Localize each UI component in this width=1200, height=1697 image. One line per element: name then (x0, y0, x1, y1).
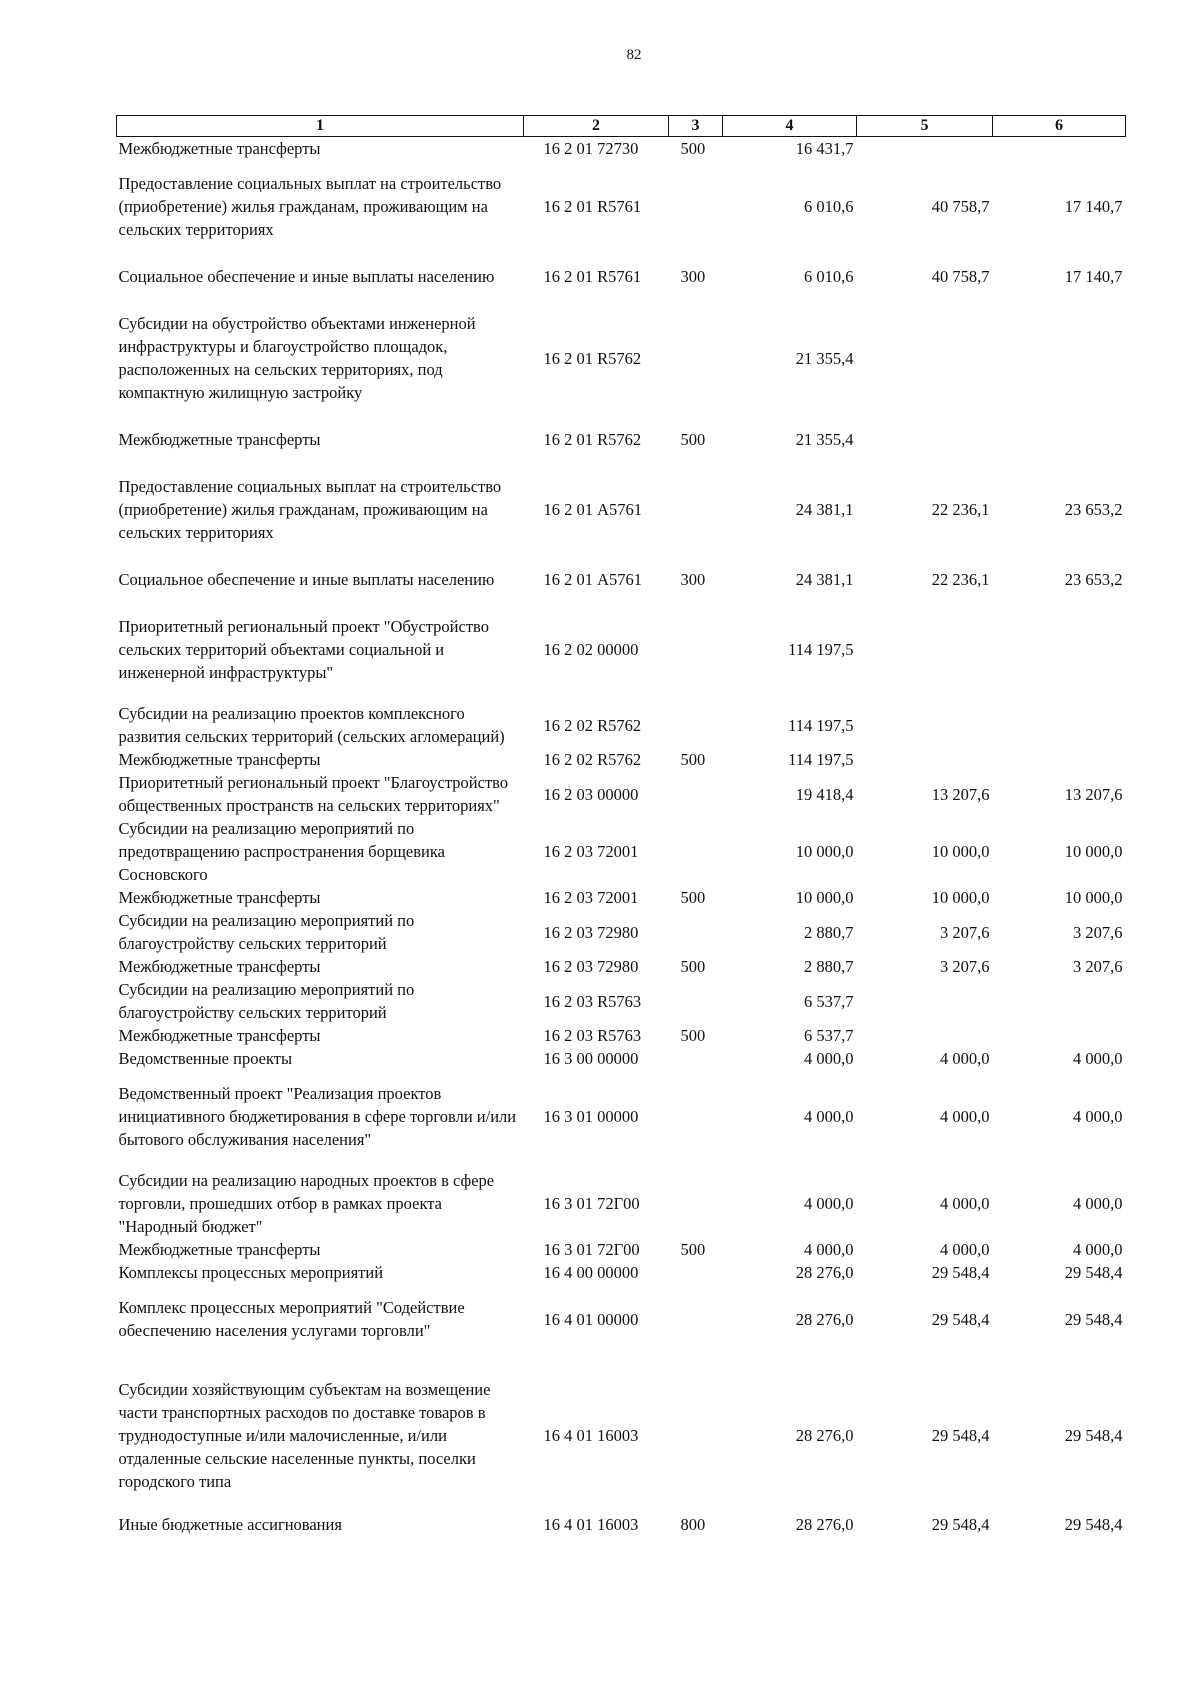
row-value-1: 114 197,5 (788, 715, 854, 735)
row-value-1: 6 010,6 (804, 267, 854, 286)
row-value-1: 28 276,0 (795, 1426, 854, 1445)
row-value-2: 4 000,0 (940, 1240, 990, 1259)
page-number: 82 (626, 47, 642, 63)
row-type: 800 (680, 1515, 706, 1534)
table-row (117, 253, 1126, 300)
row-code: 16 2 02 R5762 (543, 715, 642, 735)
row-name: Комплекс процессных мероприятий "Содействие обеспечению населения услугами торговли" (118, 1298, 465, 1340)
row-name: Предоставление социальных выплат на строительство (приобретение) жилья гражданам, проживающим на сельских территориях (118, 174, 502, 239)
row-value-1: 6 537,7 (804, 991, 854, 1011)
table-row (117, 463, 1126, 556)
row-value-3: 29 548,4 (1064, 1426, 1123, 1445)
row-value-3 (993, 748, 1126, 771)
row-code: 16 2 03 72001 (543, 842, 639, 861)
table-row (117, 978, 1126, 1024)
row-value-3: 17 140,7 (1064, 267, 1123, 286)
row-value-2: 29 548,4 (931, 1263, 990, 1282)
row-value-1: 6 010,6 (804, 197, 854, 216)
table-row (117, 909, 1126, 955)
row-value-1: 16 431,7 (795, 139, 854, 158)
column-header-2: 2 (524, 116, 669, 137)
row-code: 16 4 01 16003 (543, 1515, 639, 1534)
row-value-2: 40 758,7 (931, 267, 990, 286)
column-header-6: 6 (993, 116, 1126, 137)
row-value-3: 29 548,4 (1064, 1263, 1123, 1282)
row-code: 16 2 02 R5762 (543, 750, 642, 769)
row-value-3: 23 653,2 (1064, 570, 1123, 589)
row-value-1: 6 537,7 (804, 1026, 854, 1045)
row-type: 300 (680, 267, 706, 286)
row-code: 16 2 03 72980 (543, 957, 639, 976)
row-value-2: 40 758,7 (931, 197, 990, 216)
row-value-3: 4 000,0 (1073, 1049, 1123, 1068)
column-header-1: 1 (117, 116, 524, 137)
row-value-1: 2 880,7 (804, 957, 854, 976)
column-header-5: 5 (857, 116, 993, 137)
row-type: 300 (680, 570, 706, 589)
table-row (117, 1163, 1126, 1238)
row-type (669, 909, 723, 955)
row-value-3: 3 207,6 (1073, 957, 1123, 976)
row-type: 500 (680, 1026, 706, 1045)
row-code: 16 3 01 72Г00 (543, 1194, 640, 1213)
row-value-2: 4 000,0 (940, 1049, 990, 1068)
row-name: Субсидии хозяйствующим субъектам на возмещение части транспортных расходов по доставке товаров в труднодоступные и/или малочисленные, и/или отдаленные сельские населенные пункты, поселки городского типа (118, 1380, 491, 1491)
row-value-1: 21 355,4 (795, 430, 854, 449)
row-code: 16 2 03 00000 (543, 784, 639, 804)
row-name: Межбюджетные трансферты (118, 430, 321, 449)
row-value-1: 24 381,1 (795, 500, 854, 519)
row-value-2: 29 548,4 (931, 1309, 990, 1329)
row-value-1: 24 381,1 (795, 570, 854, 589)
row-value-2: 10 000,0 (931, 842, 990, 861)
row-code: 16 3 01 72Г00 (543, 1240, 640, 1259)
row-type (669, 817, 723, 886)
row-value-3 (993, 978, 1126, 1024)
row-name: Ведомственный проект "Реализация проектов инициативного бюджетирования в сфере торговли и/или бытового обслуживания населения" (118, 1084, 517, 1149)
row-type: 500 (680, 750, 706, 769)
row-value-1: 10 000,0 (795, 842, 854, 861)
table-row (117, 300, 1126, 416)
row-type (669, 1354, 723, 1501)
table-row (117, 160, 1126, 253)
table-row (117, 556, 1126, 603)
row-name: Приоритетный региональный проект "Благоустройство общественных пространств на сельских территориях" (118, 773, 509, 815)
row-type (669, 603, 723, 696)
row-value-2: 22 236,1 (931, 500, 990, 519)
row-value-1: 10 000,0 (795, 888, 854, 907)
table-body (117, 137, 1126, 1549)
row-value-3 (993, 1024, 1126, 1047)
table-row (117, 696, 1126, 748)
table-row (117, 603, 1126, 696)
row-value-3 (993, 416, 1126, 463)
row-name: Субсидии на обустройство объектами инженерной инфраструктуры и благоустройство площадок, расположенных на сельских территориях, под компактную жилищную застройку (118, 314, 476, 402)
row-name: Межбюджетные трансферты (118, 957, 321, 976)
row-value-2: 29 548,4 (931, 1426, 990, 1445)
row-name: Приоритетный региональный проект "Обустройство сельских территорий объектами социальной и инженерной инфраструктуры" (118, 617, 489, 682)
row-value-3: 29 548,4 (1064, 1515, 1123, 1534)
row-value-2 (857, 137, 993, 161)
table-row (117, 416, 1126, 463)
column-header-4: 4 (723, 116, 857, 137)
row-name: Межбюджетные трансферты (118, 750, 321, 769)
row-type: 500 (680, 888, 706, 907)
row-value-3: 4 000,0 (1073, 1107, 1123, 1126)
row-code: 16 2 03 72980 (543, 922, 639, 942)
row-type: 500 (680, 430, 706, 449)
row-value-2 (857, 416, 993, 463)
row-name: Субсидии на реализацию народных проектов в сфере торговли, прошедших отбор в рамках проекта "Народный бюджет" (118, 1171, 495, 1236)
budget-table (116, 115, 1126, 1548)
table-row (117, 1024, 1126, 1047)
row-value-1: 4 000,0 (804, 1240, 854, 1259)
row-code: 16 2 01 R5761 (543, 197, 642, 216)
row-value-3: 3 207,6 (1073, 922, 1123, 942)
column-header-3: 3 (669, 116, 723, 137)
row-name: Субсидии на реализацию мероприятий по благоустройству сельских территорий (118, 911, 415, 953)
row-value-3: 23 653,2 (1064, 500, 1123, 519)
row-value-3 (993, 300, 1126, 416)
row-value-2: 13 207,6 (931, 784, 990, 804)
row-name: Предоставление социальных выплат на строительство (приобретение) жилья гражданам, проживающим на сельских территориях (118, 477, 502, 542)
table-row (117, 1047, 1126, 1070)
row-type (669, 1284, 723, 1354)
row-value-3: 10 000,0 (1064, 888, 1123, 907)
row-value-1: 21 355,4 (795, 348, 854, 368)
row-type (669, 463, 723, 556)
row-code: 16 2 01 72730 (543, 139, 639, 158)
row-code: 16 2 03 R5763 (543, 1026, 642, 1045)
table-row (117, 1284, 1126, 1354)
row-value-1: 19 418,4 (795, 784, 854, 804)
row-value-3 (993, 603, 1126, 696)
header-row (117, 116, 1126, 137)
row-value-3 (993, 696, 1126, 748)
row-code: 16 4 00 00000 (543, 1263, 639, 1282)
row-value-1: 4 000,0 (804, 1194, 854, 1213)
row-type (669, 1047, 723, 1070)
row-name: Межбюджетные трансферты (118, 888, 321, 907)
row-name: Межбюджетные трансферты (118, 139, 321, 158)
row-value-3: 13 207,6 (1064, 784, 1123, 804)
row-name: Иные бюджетные ассигнования (118, 1515, 342, 1534)
row-value-3: 4 000,0 (1073, 1194, 1123, 1213)
row-type: 500 (680, 957, 706, 976)
table-row (117, 1501, 1126, 1548)
row-value-3 (993, 137, 1126, 161)
row-value-1: 28 276,0 (795, 1515, 854, 1534)
row-type: 500 (680, 1240, 706, 1259)
table-row (117, 1070, 1126, 1163)
row-value-2: 29 548,4 (931, 1515, 990, 1534)
row-value-1: 114 197,5 (788, 750, 854, 769)
row-value-3: 4 000,0 (1073, 1240, 1123, 1259)
row-code: 16 2 01 А5761 (543, 570, 643, 589)
row-name: Социальное обеспечение и иные выплаты населению (118, 570, 495, 589)
row-code: 16 3 00 00000 (543, 1049, 639, 1068)
row-value-2 (857, 978, 993, 1024)
table-row (117, 1238, 1126, 1261)
row-type (669, 696, 723, 748)
table-row (117, 137, 1126, 161)
row-type (669, 300, 723, 416)
row-name: Межбюджетные трансферты (118, 1240, 321, 1259)
row-type (669, 978, 723, 1024)
row-value-2: 4 000,0 (940, 1107, 990, 1126)
row-value-2 (857, 1024, 993, 1047)
row-type: 500 (680, 139, 706, 158)
row-value-2: 22 236,1 (931, 570, 990, 589)
row-name: Межбюджетные трансферты (118, 1026, 321, 1045)
row-value-3: 17 140,7 (1064, 197, 1123, 216)
row-value-1: 28 276,0 (795, 1263, 854, 1282)
row-code: 16 2 01 А5761 (543, 500, 643, 519)
row-value-2: 10 000,0 (931, 888, 990, 907)
row-value-2 (857, 748, 993, 771)
row-type (669, 1163, 723, 1238)
row-name: Субсидии на реализацию мероприятий по предотвращению распространения борщевика Сосновского (118, 819, 445, 884)
table-row (117, 955, 1126, 978)
row-value-1: 28 276,0 (795, 1309, 854, 1329)
row-code: 16 4 01 16003 (543, 1426, 639, 1445)
row-value-3: 29 548,4 (1064, 1309, 1123, 1329)
row-name: Ведомственные проекты (118, 1049, 293, 1068)
row-value-2 (857, 603, 993, 696)
row-code: 16 4 01 00000 (543, 1309, 639, 1329)
row-code: 16 2 01 R5762 (543, 430, 642, 449)
table-row (117, 1354, 1126, 1501)
row-type (669, 771, 723, 817)
table-row (117, 1261, 1126, 1284)
row-value-1: 4 000,0 (804, 1107, 854, 1126)
row-name: Комплексы процессных мероприятий (118, 1263, 384, 1282)
row-value-2 (857, 696, 993, 748)
table-row (117, 886, 1126, 909)
row-code: 16 3 01 00000 (543, 1107, 639, 1126)
row-value-1: 114 197,5 (788, 640, 854, 659)
row-code: 16 2 03 R5763 (543, 991, 642, 1011)
row-code: 16 2 02 00000 (543, 640, 639, 659)
row-code: 16 2 03 72001 (543, 888, 639, 907)
table-row (117, 771, 1126, 817)
row-value-1: 2 880,7 (804, 922, 854, 942)
row-name: Субсидии на реализацию мероприятий по благоустройству сельских территорий (118, 980, 415, 1022)
row-type (669, 160, 723, 253)
row-value-1: 4 000,0 (804, 1049, 854, 1068)
row-code: 16 2 01 R5761 (543, 267, 642, 286)
row-name: Социальное обеспечение и иные выплаты населению (118, 267, 495, 286)
table-row (117, 748, 1126, 771)
row-value-2 (857, 300, 993, 416)
row-value-2: 3 207,6 (940, 922, 990, 942)
table-row (117, 817, 1126, 886)
row-type (669, 1261, 723, 1284)
row-name: Субсидии на реализацию проектов комплексного развития сельских территорий (сельских агломераций) (118, 704, 505, 746)
row-type (669, 1070, 723, 1163)
row-value-3: 10 000,0 (1064, 842, 1123, 861)
row-value-2: 4 000,0 (940, 1194, 990, 1213)
row-code: 16 2 01 R5762 (543, 348, 642, 368)
row-value-2: 3 207,6 (940, 957, 990, 976)
